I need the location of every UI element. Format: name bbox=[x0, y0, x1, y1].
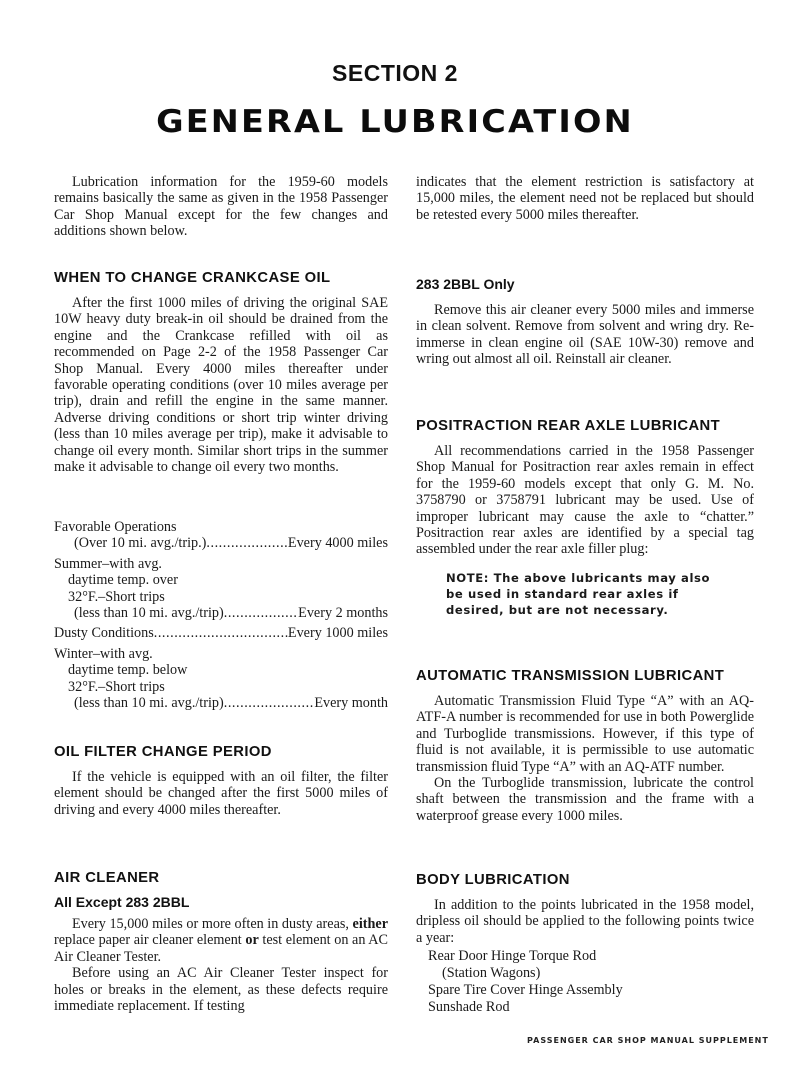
intro-paragraph: Lubrication information for the 1959-60 models remains basically the same as given in the 1958 Passenger Car Shop Manual except for the few changes and additions shown below. bbox=[54, 174, 388, 240]
list-item: Rear Door Hinge Torque Rod bbox=[428, 948, 597, 965]
air-cleaner-paragraph-1 bbox=[54, 916, 388, 965]
list-item: Sunshade Rod bbox=[428, 999, 510, 1016]
schedule-condition: (Over 10 mi. avg./trip.) bbox=[74, 535, 207, 552]
page-footer: PASSENGER CAR SHOP MANUAL SUPPLEMENT bbox=[527, 1036, 769, 1045]
schedule-item-summer bbox=[54, 556, 388, 622]
schedule-label: daytime temp. below bbox=[68, 662, 188, 679]
oil-filter-paragraph: If the vehicle is equipped with an oil filter, the filter element should be changed after the first 5000 miles of driving and every 4000 miles thereafter. bbox=[54, 769, 388, 818]
schedule-item-dusty bbox=[54, 625, 388, 641]
schedule-condition: (less than 10 mi. avg./trip) bbox=[74, 695, 224, 712]
leader-dots bbox=[224, 695, 315, 711]
283-2bbl-paragraph: Remove this air cleaner every 5000 miles and immerse in clean solvent. Remove from solvent and wring dry. Re-immerse in clean engine oil (SAE 10W-30) remove and wring out almost all oil. Reinstall air cleaner. bbox=[416, 302, 754, 368]
schedule-label: Winter–with avg. bbox=[54, 645, 153, 662]
automatic-transmission-heading: AUTOMATIC TRANSMISSION LUBRICANT bbox=[416, 668, 725, 684]
section-number: SECTION 2 bbox=[332, 60, 458, 86]
list-item: (Station Wagons) bbox=[442, 965, 541, 982]
emphasis-or: or bbox=[245, 932, 259, 949]
body-lubrication-points bbox=[428, 948, 754, 1016]
automatic-transmission-paragraph-2: On the Turboglide transmission, lubricate the control shaft between the transmission and the frame with a waterproof grease every 1000 miles. bbox=[416, 775, 754, 824]
schedule-condition: (less than 10 mi. avg./trip) bbox=[74, 605, 224, 622]
schedule-condition: Dusty Conditions bbox=[54, 625, 154, 642]
all-except-subheading: All Except 283 2BBL bbox=[54, 894, 190, 910]
schedule-interval: Every 2 months bbox=[298, 605, 388, 622]
schedule-interval: Every 4000 miles bbox=[287, 535, 388, 552]
schedule-label: daytime temp. over bbox=[68, 572, 178, 589]
positraction-heading: POSITRACTION REAR AXLE LUBRICANT bbox=[416, 418, 721, 434]
crankcase-paragraph: After the first 1000 miles of driving the original SAE 10W heavy duty break-in oil should be drained from the engine and the Crankcase refilled with oil as recommended on Page 2-2 of the 1958 Passenger Car Shop Manual. Every 4000 miles thereafter under favorable operating conditions (over 10 miles average per trip), drain and refill the engine in the same manner. Adverse driving conditions or short trip winter driving (less than 10 miles average per trip), make it advisable to change oil every month. Similar short trips in the summer make it advisable to change oil every two months. bbox=[54, 295, 388, 476]
schedule-item-favorable bbox=[54, 519, 388, 552]
text-run: replace paper air cleaner element bbox=[54, 932, 246, 949]
schedule-label: Summer–with avg. bbox=[54, 555, 162, 572]
body-lubrication-paragraph: In addition to the points lubricated in the 1958 model, dripless oil should be applied to the following points twice a year: bbox=[416, 897, 754, 946]
automatic-transmission-paragraph-1: Automatic Transmission Fluid Type “A” with an AQ-ATF-A number is recommended for use in both Powerglide and Turboglide transmissions. However, if this type of fluid is not available, it is permissible to use automatic transmission fluid Type “A” with an AQ-ATF number. bbox=[416, 693, 754, 775]
positraction-paragraph: All recommendations carried in the 1958 Passenger Shop Manual for Positraction rear axles remain in effect for the 1959-60 models except that only G. M. No. 3758790 or 3758791 lubricant may be used. Use of improper lubricant may cause the axle to “chatter.” Positraction rear axles are identified by a special tag assembled under the rear axle filler plug: bbox=[416, 443, 754, 558]
page-title: GENERAL LUBRICATION bbox=[156, 104, 634, 140]
air-cleaner-paragraph-2-continued: indicates that the element restriction is satisfactory at 15,000 miles, the element need not be replaced but should be retested every 5000 miles thereafter. bbox=[416, 174, 754, 223]
emphasis-either: either bbox=[352, 916, 388, 932]
oil-filter-heading: OIL FILTER CHANGE PERIOD bbox=[54, 744, 272, 760]
283-2bbl-subheading: 283 2BBL Only bbox=[416, 276, 515, 292]
oil-change-schedule bbox=[54, 519, 388, 715]
crankcase-section bbox=[54, 270, 388, 475]
crankcase-heading: WHEN TO CHANGE CRANKCASE OIL bbox=[54, 270, 331, 286]
schedule-interval: Every month bbox=[314, 695, 388, 712]
air-cleaner-paragraph-2: Before using an AC Air Cleaner Tester inspect for holes or breaks in the element, as these defects require immediate replacement. If testing bbox=[54, 965, 388, 1015]
schedule-label: 32°F.–Short trips bbox=[68, 588, 165, 605]
text-run: test element on an AC Air Cleaner Tester. bbox=[54, 932, 388, 965]
oil-filter-section bbox=[54, 744, 388, 818]
leader-dots bbox=[206, 535, 288, 551]
schedule-item-winter bbox=[54, 646, 388, 712]
body-lubrication-section bbox=[416, 872, 754, 1016]
air-cleaner-heading: AIR CLEANER bbox=[54, 870, 160, 886]
air-cleaner-section bbox=[54, 870, 388, 1014]
schedule-label: Favorable Operations bbox=[54, 519, 177, 535]
body-lubrication-heading: BODY LUBRICATION bbox=[416, 872, 570, 888]
schedule-label: 32°F.–Short trips bbox=[68, 678, 165, 695]
leader-dots bbox=[224, 605, 298, 621]
text-run: Every 15,000 miles or more often in dusty areas, bbox=[72, 916, 353, 932]
schedule-interval: Every 1000 miles bbox=[287, 625, 388, 642]
positraction-note: NOTE: The above lubricants may also be used in standard rear axles if desired, but are not necessary. bbox=[446, 570, 711, 617]
leader-dots bbox=[154, 625, 288, 641]
positraction-section bbox=[416, 418, 754, 618]
automatic-transmission-section bbox=[416, 668, 754, 824]
list-item: Spare Tire Cover Hinge Assembly bbox=[428, 982, 623, 999]
283-2bbl-section bbox=[416, 276, 754, 368]
